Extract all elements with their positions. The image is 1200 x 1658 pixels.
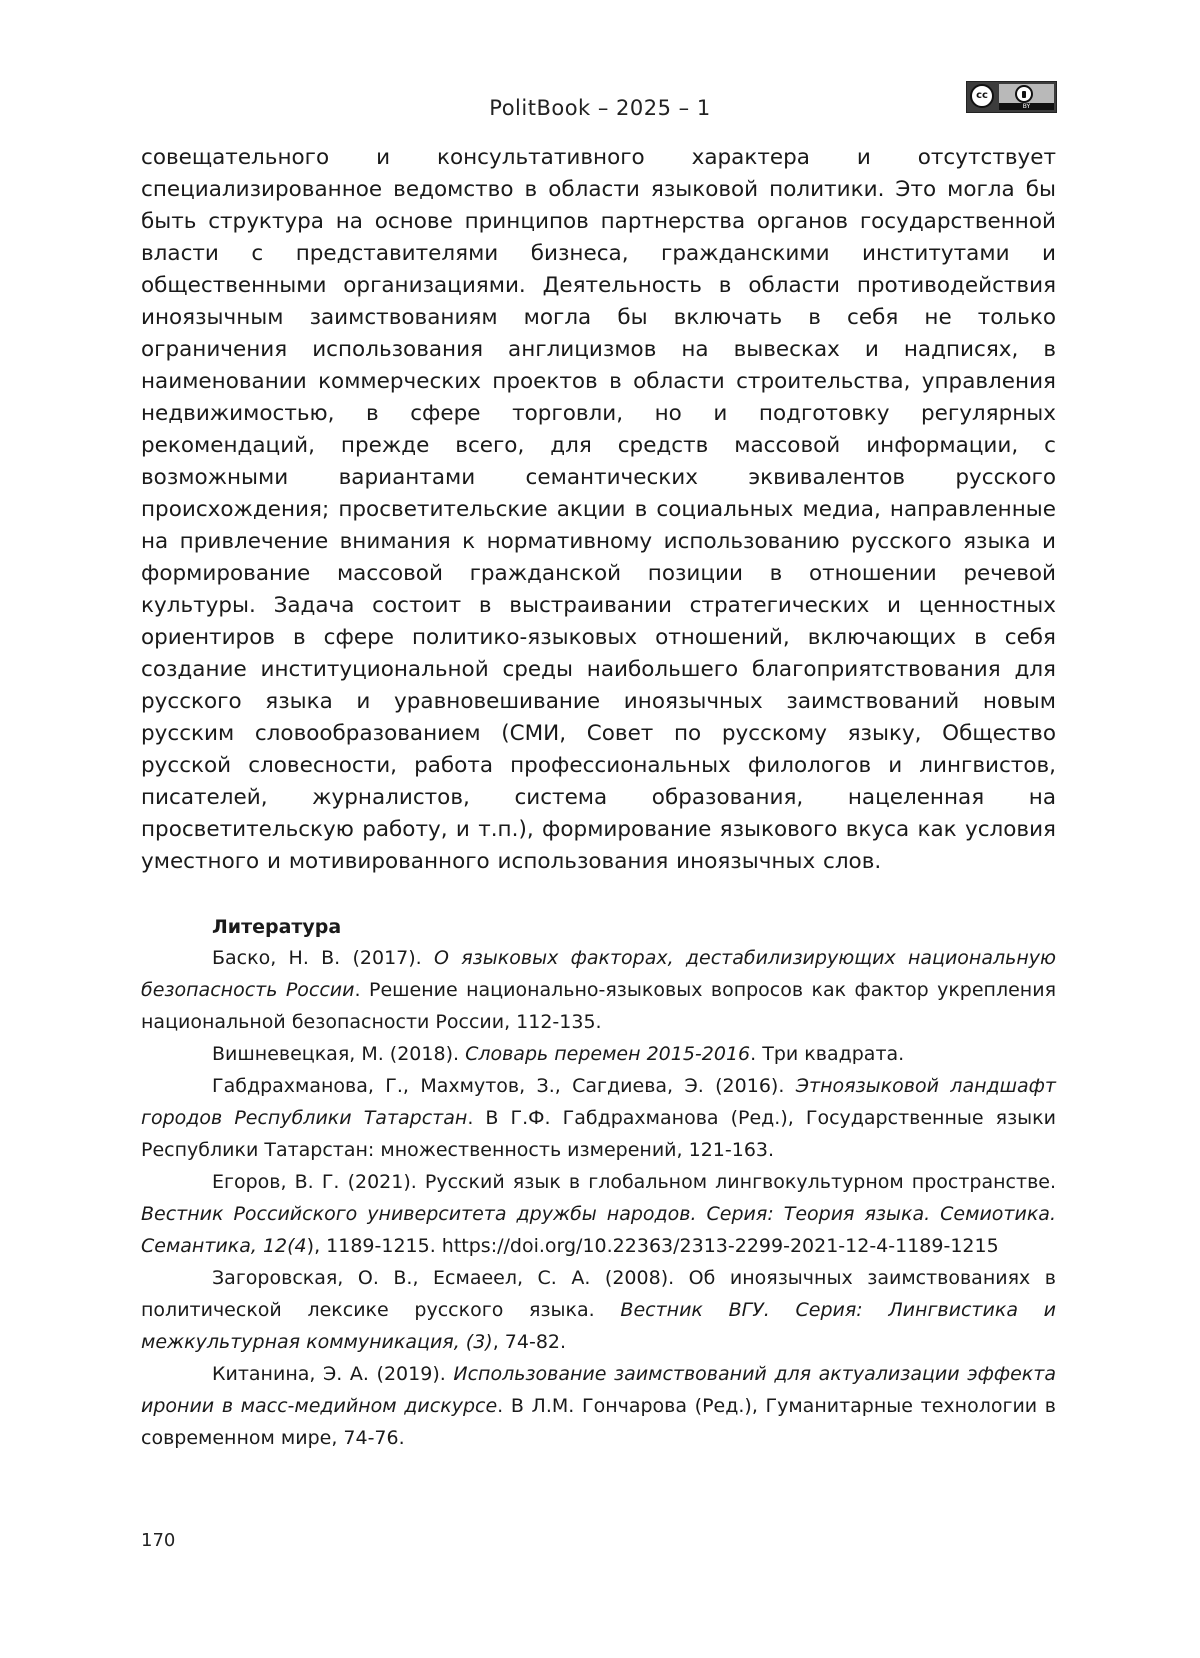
reference-text: , 74-82. <box>492 1331 567 1353</box>
references-heading: Литература <box>212 916 342 938</box>
reference-italic-title: Использование заимствований для актуализации эффекта иронии в масс-медийном дискурсе <box>141 1363 1056 1417</box>
body-paragraph: совещательного и консультативного характера и отсутствует специализированное ведомство в области языковой политики. Это могла бы быть структура на основе принципов партнерства органов государственной власти с представителями бизнеса, гражданскими институтами и общественными организациями. Деятельность в области противодействия иноязычным заимствованиям могла бы включать в себя не только ограничения использования англицизмов на вывесках и надписях, в наименовании коммерческих проектов в области строительства, управления недвижимостью, в сфере торговли, но и подготовку регулярных рекомендаций, прежде всего, для средств массовой информации, с возможными вариантами семантических эквивалентов русского происхождения; просветительские акции в социальных медиа, направленные на привлечение внимания к нормативному использованию русского языка и формирование массовой гражданской позиции в отношении речевой культуры. Задача состоит в выстраивании стратегических и ценностных ориентиров в сфере политико-языковых отношений, включающих в себя создание институциональной среды наибольшего благоприятствования для русского языка и уравновешивание иноязычных заимствований новым русским словообразованием (СМИ, Совет по русскому языку, Общество русской словесности, работа профессиональных филологов и лингвистов, писателей, журналистов, система образования, нацеленная на просветительскую работу, и т.п.), формирование языкового вкуса как условия уместного и мотивированного использования иноязычных слов. <box>141 145 1056 874</box>
cc-by-license-icon <box>966 81 1057 113</box>
by-label: BY <box>999 103 1054 110</box>
reference-text: Баско, Н. В. (2017). <box>212 947 434 969</box>
reference-italic-title: Вестник Российского университета дружбы народов. Серия: Теория языка. Семиотика. Семантика, 12(4 <box>141 1203 1056 1257</box>
reference-item <box>141 1262 1056 1358</box>
reference-text: Егоров, В. Г. (2021). Русский язык в глобальном лингвокультурном пространстве. <box>212 1171 1056 1193</box>
reference-italic-title: Этноязыковой ландшафт городов Республики Татарстан <box>141 1075 1056 1129</box>
reference-item <box>141 1166 1056 1262</box>
reference-italic-title: Вестник ВГУ. Серия: Лингвистика и межкультурная коммуникация, (3) <box>141 1299 1056 1353</box>
reference-text: . Решение национально-языковых вопросов как фактор укрепления национальной безопасности России, 112-135. <box>141 979 1057 1033</box>
reference-item <box>141 1038 1056 1070</box>
reference-italic-title: О языковых факторах, дестабилизирующих национальную безопасность России <box>141 947 1056 1001</box>
reference-text: Габдрахманова, Г., Махмутов, З., Сагдиева, Э. (2016). <box>212 1075 796 1097</box>
reference-text: . В Л.М. Гончарова (Ред.), Гуманитарные технологии в современном мире, 74-76. <box>141 1395 1057 1449</box>
reference-text: . В Г.Ф. Габдрахманова (Ред.), Государственные языки Республики Татарстан: множественность измерений, 121-163. <box>141 1107 1056 1161</box>
by-panel <box>999 84 1054 110</box>
reference-italic-title: Словарь перемен 2015-2016 <box>465 1043 751 1065</box>
page-number: 170 <box>141 1530 176 1551</box>
reference-text: Загоровская, О. В., Есмаеел, С. А. (2008). Об иноязычных заимствованиях в политической лексике русского языка. <box>141 1267 1056 1321</box>
reference-text: Китанина, Э. А. (2019). <box>212 1363 454 1385</box>
references-list <box>141 942 1056 1454</box>
reference-item <box>141 1358 1056 1454</box>
cc-icon: cc <box>970 84 994 108</box>
reference-text: Вишневецкая, М. (2018). <box>212 1043 466 1065</box>
reference-item <box>141 1070 1056 1166</box>
reference-text: . Три квадрата. <box>750 1043 905 1065</box>
reference-text: ), 1189-1215. https://doi.org/10.22363/2313-2299-2021-12-4-1189-1215 <box>306 1235 999 1257</box>
journal-header: PolitBook – 2025 – 1 <box>489 96 711 120</box>
attribution-person-icon <box>1015 85 1033 103</box>
page-content <box>141 142 1056 1454</box>
reference-item <box>141 942 1056 1038</box>
